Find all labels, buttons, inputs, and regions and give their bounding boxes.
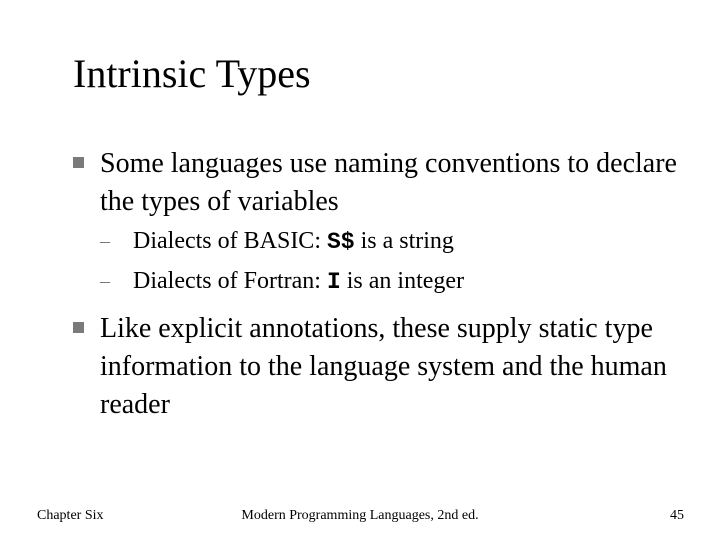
page-number: 45 — [670, 508, 684, 523]
dash-bullet-icon: – — [100, 230, 110, 252]
sub-bullet-text — [133, 228, 454, 254]
square-bullet-icon — [73, 157, 84, 168]
bullet-text: Some languages use naming conventions to declare the types of variables — [100, 148, 677, 217]
sub-bullet-suffix: is an integer — [340, 268, 465, 294]
bullet-item — [73, 145, 693, 221]
sub-bullet-prefix: Dialects of BASIC: — [133, 228, 327, 254]
sub-bullet-text — [133, 268, 464, 294]
bullet-text: Like explicit annotations, these supply static type information to the language system and the human reader — [100, 313, 667, 420]
code-snippet: S$ — [326, 229, 355, 255]
footer-chapter: Chapter Six — [37, 508, 104, 523]
slide-title: Intrinsic Types — [73, 51, 311, 96]
sub-bullet-item — [100, 225, 700, 258]
code-snippet: I — [326, 269, 341, 295]
bullet-item — [73, 310, 693, 424]
square-bullet-icon — [73, 322, 84, 333]
sub-bullet-suffix: is a string — [354, 228, 454, 254]
footer-book-title: Modern Programming Languages, 2nd ed. — [241, 508, 479, 523]
sub-bullet-item — [100, 265, 700, 298]
dash-bullet-icon: – — [100, 270, 110, 292]
sub-bullet-prefix: Dialects of Fortran: — [133, 268, 327, 294]
